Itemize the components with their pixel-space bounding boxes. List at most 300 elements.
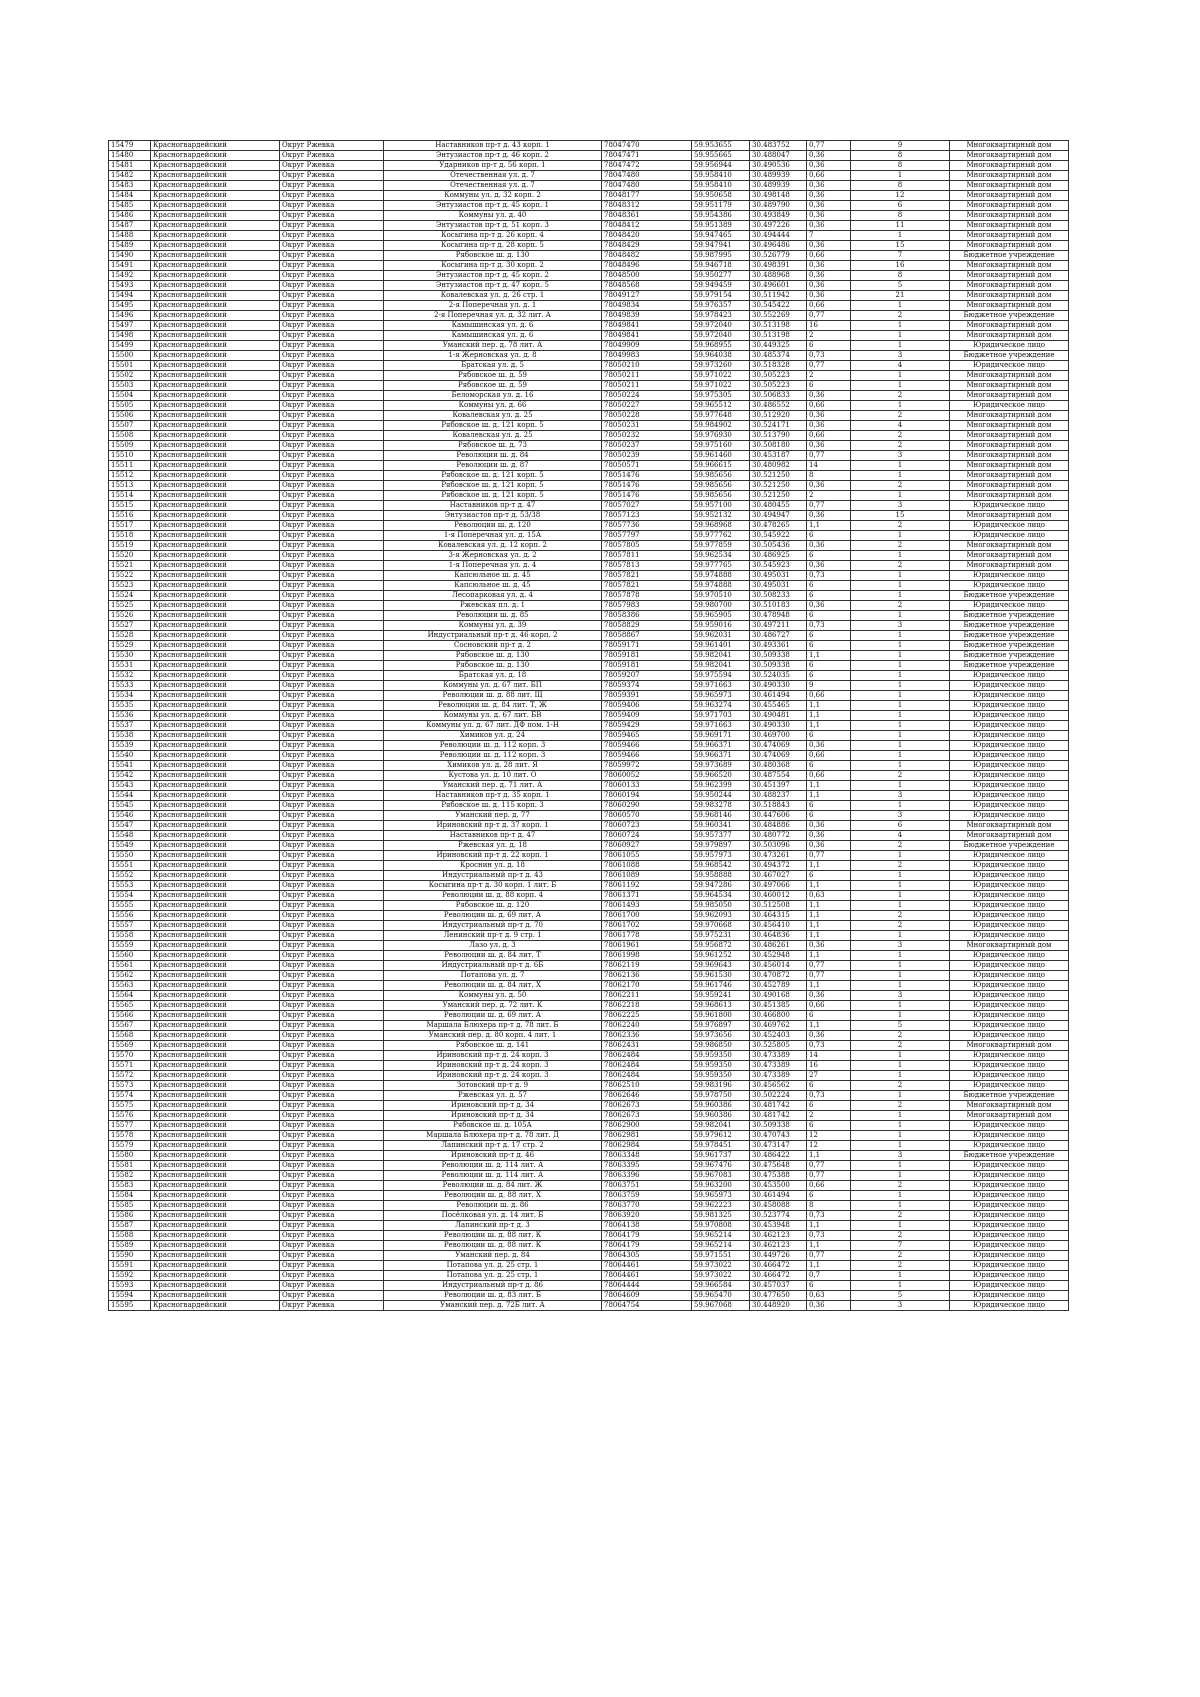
municipality-cell: Округ Ржевка [280, 361, 384, 371]
longitude-cell: 30.505436 [750, 541, 807, 551]
object-code-cell: 78050210 [602, 361, 692, 371]
row-number-cell: 15564 [109, 991, 151, 1001]
volume-cell: 6 [807, 611, 851, 621]
consumer-type-cell: Юридическое лицо [950, 1231, 1069, 1241]
municipality-cell: Округ Ржевка [280, 941, 384, 951]
volume-cell: 0,36 [807, 151, 851, 161]
municipality-cell: Округ Ржевка [280, 471, 384, 481]
count-cell: 15 [851, 511, 950, 521]
row-number-cell: 15540 [109, 751, 151, 761]
address-cell: Камышинская ул. д. 6 [384, 331, 602, 341]
district-cell: Красногвардейский [151, 231, 280, 241]
district-cell: Красногвардейский [151, 431, 280, 441]
address-cell: Беломорская ул. д. 16 [384, 391, 602, 401]
volume-cell: 0,36 [807, 161, 851, 171]
table-row [109, 331, 1069, 341]
count-cell: 8 [851, 161, 950, 171]
count-cell: 15 [851, 241, 950, 251]
address-cell: Рябовское ш. д. 130 [384, 251, 602, 261]
address-cell: Ржевская пл. д. 1 [384, 601, 602, 611]
district-cell: Красногвардейский [151, 611, 280, 621]
district-cell: Красногвардейский [151, 1051, 280, 1061]
consumer-type-cell: Бюджетное учреждение [950, 651, 1069, 661]
object-code-cell: 78061961 [602, 941, 692, 951]
object-code-cell: 78050211 [602, 381, 692, 391]
volume-cell: 0,73 [807, 621, 851, 631]
latitude-cell: 59.962093 [692, 911, 750, 921]
object-code-cell: 78048420 [602, 231, 692, 241]
row-number-cell: 15541 [109, 761, 151, 771]
row-number-cell: 15572 [109, 1071, 151, 1081]
count-cell: 6 [851, 201, 950, 211]
table-row [109, 1121, 1069, 1131]
consumer-type-cell: Многоквартирный дом [950, 1111, 1069, 1121]
municipality-cell: Округ Ржевка [280, 771, 384, 781]
row-number-cell: 15512 [109, 471, 151, 481]
address-cell: Посёлковая ул. д. 14 лит. Б [384, 1211, 602, 1221]
district-cell: Красногвардейский [151, 761, 280, 771]
row-number-cell: 15495 [109, 301, 151, 311]
longitude-cell: 30.489939 [750, 171, 807, 181]
object-code-cell: 78049841 [602, 321, 692, 331]
volume-cell: 2 [807, 491, 851, 501]
district-cell: Красногвардейский [151, 471, 280, 481]
district-cell: Красногвардейский [151, 281, 280, 291]
consumer-type-cell: Многоквартирный дом [950, 281, 1069, 291]
row-number-cell: 15536 [109, 711, 151, 721]
row-number-cell: 15515 [109, 501, 151, 511]
latitude-cell: 59.977762 [692, 531, 750, 541]
row-number-cell: 15513 [109, 481, 151, 491]
row-number-cell: 15581 [109, 1161, 151, 1171]
longitude-cell: 30.453187 [750, 451, 807, 461]
object-code-cell: 78050211 [602, 371, 692, 381]
table-row [109, 1051, 1069, 1061]
longitude-cell: 30.490536 [750, 161, 807, 171]
address-cell: Рябовское ш. д. 130 [384, 651, 602, 661]
municipality-cell: Округ Ржевка [280, 531, 384, 541]
table-row [109, 971, 1069, 981]
row-number-cell: 15595 [109, 1301, 151, 1311]
district-cell: Красногвардейский [151, 1301, 280, 1311]
count-cell: 1 [851, 471, 950, 481]
consumer-type-cell: Юридическое лицо [950, 681, 1069, 691]
address-cell: Революции ш. д. 114 лит. А [384, 1171, 602, 1181]
count-cell: 1 [851, 691, 950, 701]
table-row [109, 661, 1069, 671]
latitude-cell: 59.961252 [692, 951, 750, 961]
volume-cell: 0,36 [807, 831, 851, 841]
latitude-cell: 59.979897 [692, 841, 750, 851]
row-number-cell: 15557 [109, 921, 151, 931]
volume-cell: 0,36 [807, 191, 851, 201]
consumer-type-cell: Многоквартирный дом [950, 941, 1069, 951]
table-row [109, 281, 1069, 291]
object-code-cell: 78059406 [602, 701, 692, 711]
longitude-cell: 30.496486 [750, 241, 807, 251]
district-cell: Красногвардейский [151, 1121, 280, 1131]
consumer-type-cell: Юридическое лицо [950, 1001, 1069, 1011]
longitude-cell: 30.488237 [750, 791, 807, 801]
object-code-cell: 78049127 [602, 291, 692, 301]
object-code-cell: 78060290 [602, 801, 692, 811]
consumer-type-cell: Многоквартирный дом [950, 151, 1069, 161]
address-cell: Энтузиастов пр-т д. 45 корп. 1 [384, 201, 602, 211]
volume-cell: 0,36 [807, 541, 851, 551]
longitude-cell: 30.461494 [750, 691, 807, 701]
count-cell: 2 [851, 921, 950, 931]
municipality-cell: Округ Ржевка [280, 1181, 384, 1191]
row-number-cell: 15565 [109, 1001, 151, 1011]
object-code-cell: 78062336 [602, 1031, 692, 1041]
municipality-cell: Округ Ржевка [280, 801, 384, 811]
consumer-type-cell: Юридическое лицо [950, 401, 1069, 411]
row-number-cell: 15580 [109, 1151, 151, 1161]
longitude-cell: 30.490168 [750, 991, 807, 1001]
longitude-cell: 30.524171 [750, 421, 807, 431]
object-code-cell: 78048482 [602, 251, 692, 261]
registry-table-body [109, 141, 1069, 1311]
table-row [109, 571, 1069, 581]
volume-cell: 6 [807, 531, 851, 541]
object-code-cell: 78059171 [602, 641, 692, 651]
district-cell: Красногвардейский [151, 181, 280, 191]
longitude-cell: 30.473389 [750, 1061, 807, 1071]
latitude-cell: 59.979154 [692, 291, 750, 301]
district-cell: Красногвардейский [151, 1001, 280, 1011]
latitude-cell: 59.974888 [692, 581, 750, 591]
volume-cell: 1,1 [807, 1221, 851, 1231]
object-code-cell: 78059409 [602, 711, 692, 721]
volume-cell: 7 [807, 231, 851, 241]
longitude-cell: 30.480982 [750, 461, 807, 471]
latitude-cell: 59.959350 [692, 1061, 750, 1071]
object-code-cell: 78050228 [602, 411, 692, 421]
latitude-cell: 59.967476 [692, 1161, 750, 1171]
longitude-cell: 30.467027 [750, 871, 807, 881]
table-row [109, 1281, 1069, 1291]
district-cell: Красногвардейский [151, 161, 280, 171]
longitude-cell: 30.448920 [750, 1301, 807, 1311]
municipality-cell: Округ Ржевка [280, 721, 384, 731]
volume-cell: 6 [807, 591, 851, 601]
row-number-cell: 15587 [109, 1221, 151, 1231]
district-cell: Красногвардейский [151, 301, 280, 311]
municipality-cell: Округ Ржевка [280, 891, 384, 901]
address-cell: Ириновский пр-т д. 37 корп. 1 [384, 821, 602, 831]
latitude-cell: 59.961737 [692, 1151, 750, 1161]
object-code-cell: 78051476 [602, 491, 692, 501]
address-cell: Энтузиастов пр-т д. 47 корп. 5 [384, 281, 602, 291]
municipality-cell: Округ Ржевка [280, 161, 384, 171]
district-cell: Красногвардейский [151, 271, 280, 281]
object-code-cell: 78061493 [602, 901, 692, 911]
count-cell: 1 [851, 371, 950, 381]
district-cell: Красногвардейский [151, 1071, 280, 1081]
latitude-cell: 59.963200 [692, 1181, 750, 1191]
district-cell: Красногвардейский [151, 911, 280, 921]
count-cell: 3 [851, 501, 950, 511]
latitude-cell: 59.976357 [692, 301, 750, 311]
municipality-cell: Округ Ржевка [280, 821, 384, 831]
object-code-cell: 78062211 [602, 991, 692, 1001]
district-cell: Красногвардейский [151, 821, 280, 831]
district-cell: Красногвардейский [151, 1091, 280, 1101]
district-cell: Красногвардейский [151, 1191, 280, 1201]
row-number-cell: 15558 [109, 931, 151, 941]
consumer-type-cell: Многоквартирный дом [950, 141, 1069, 151]
count-cell: 1 [851, 731, 950, 741]
table-row [109, 1181, 1069, 1191]
table-row [109, 641, 1069, 651]
row-number-cell: 15516 [109, 511, 151, 521]
volume-cell: 6 [807, 581, 851, 591]
latitude-cell: 59.980700 [692, 601, 750, 611]
district-cell: Красногвардейский [151, 691, 280, 701]
address-cell: Рябовское ш. д. 121 корп. 5 [384, 491, 602, 501]
latitude-cell: 59.952132 [692, 511, 750, 521]
address-cell: Ковалевская ул. д. 25 [384, 411, 602, 421]
latitude-cell: 59.953655 [692, 141, 750, 151]
district-cell: Красногвардейский [151, 661, 280, 671]
address-cell: Коммуны ул. д. 66 [384, 401, 602, 411]
row-number-cell: 15546 [109, 811, 151, 821]
consumer-type-cell: Многоквартирный дом [950, 161, 1069, 171]
latitude-cell: 59.951389 [692, 221, 750, 231]
row-number-cell: 15549 [109, 841, 151, 851]
consumer-type-cell: Юридическое лицо [950, 861, 1069, 871]
municipality-cell: Округ Ржевка [280, 1201, 384, 1211]
address-cell: 3-я Жерновская ул. д. 2 [384, 551, 602, 561]
object-code-cell: 78062673 [602, 1101, 692, 1111]
count-cell: 7 [851, 1241, 950, 1251]
district-cell: Красногвардейский [151, 921, 280, 931]
count-cell: 1 [851, 661, 950, 671]
volume-cell: 6 [807, 1281, 851, 1291]
consumer-type-cell: Многоквартирный дом [950, 381, 1069, 391]
latitude-cell: 59.947286 [692, 881, 750, 891]
row-number-cell: 15563 [109, 981, 151, 991]
table-row [109, 471, 1069, 481]
table-row [109, 601, 1069, 611]
district-cell: Красногвардейский [151, 191, 280, 201]
count-cell: 16 [851, 261, 950, 271]
address-cell: Революции ш. д. 84 [384, 451, 602, 461]
volume-cell: 0,36 [807, 841, 851, 851]
district-cell: Красногвардейский [151, 631, 280, 641]
consumer-type-cell: Юридическое лицо [950, 961, 1069, 971]
row-number-cell: 15492 [109, 271, 151, 281]
municipality-cell: Округ Ржевка [280, 551, 384, 561]
longitude-cell: 30.511942 [750, 291, 807, 301]
municipality-cell: Округ Ржевка [280, 671, 384, 681]
latitude-cell: 59.971022 [692, 371, 750, 381]
longitude-cell: 30.464836 [750, 931, 807, 941]
district-cell: Красногвардейский [151, 931, 280, 941]
latitude-cell: 59.972040 [692, 331, 750, 341]
address-cell: Энтузиастов пр-т д. 45 корп. 2 [384, 271, 602, 281]
volume-cell: 0,63 [807, 1291, 851, 1301]
count-cell: 1 [851, 1061, 950, 1071]
address-cell: 2-я Поперечная ул. д. 32 лит. А [384, 311, 602, 321]
volume-cell: 1,1 [807, 781, 851, 791]
longitude-cell: 30.455465 [750, 701, 807, 711]
count-cell: 2 [851, 1081, 950, 1091]
table-row [109, 311, 1069, 321]
volume-cell: 0,77 [807, 851, 851, 861]
longitude-cell: 30.470743 [750, 1131, 807, 1141]
object-code-cell: 78048500 [602, 271, 692, 281]
municipality-cell: Округ Ржевка [280, 211, 384, 221]
object-code-cell: 78057027 [602, 501, 692, 511]
municipality-cell: Округ Ржевка [280, 1161, 384, 1171]
object-code-cell: 78062119 [602, 961, 692, 971]
count-cell: 1 [851, 571, 950, 581]
count-cell: 1 [851, 961, 950, 971]
count-cell: 2 [851, 1041, 950, 1051]
district-cell: Красногвардейский [151, 701, 280, 711]
municipality-cell: Округ Ржевка [280, 421, 384, 431]
table-row [109, 941, 1069, 951]
consumer-type-cell: Юридическое лицо [950, 751, 1069, 761]
longitude-cell: 30.466472 [750, 1271, 807, 1281]
district-cell: Красногвардейский [151, 1281, 280, 1291]
latitude-cell: 59.960386 [692, 1101, 750, 1111]
consumer-type-cell: Юридическое лицо [950, 1121, 1069, 1131]
consumer-type-cell: Юридическое лицо [950, 911, 1069, 921]
district-cell: Красногвардейский [151, 831, 280, 841]
table-row [109, 401, 1069, 411]
count-cell: 2 [851, 1251, 950, 1261]
count-cell: 1 [851, 1281, 950, 1291]
count-cell: 1 [851, 1271, 950, 1281]
municipality-cell: Округ Ржевка [280, 1191, 384, 1201]
address-cell: Уманский пер. д. 80 корп. 4 лит. 1 [384, 1031, 602, 1041]
count-cell: 1 [851, 611, 950, 621]
district-cell: Красногвардейский [151, 381, 280, 391]
address-cell: Революции ш. д. 84 лит. Х [384, 981, 602, 991]
longitude-cell: 30.483752 [750, 141, 807, 151]
volume-cell: 0,36 [807, 741, 851, 751]
address-cell: Революции ш. д. 87 [384, 461, 602, 471]
municipality-cell: Округ Ржевка [280, 351, 384, 361]
consumer-type-cell: Многоквартирный дом [950, 391, 1069, 401]
volume-cell: 0,73 [807, 571, 851, 581]
latitude-cell: 59.971022 [692, 381, 750, 391]
object-code-cell: 78048412 [602, 221, 692, 231]
volume-cell: 6 [807, 811, 851, 821]
address-cell: Наставников пр-т д. 47 [384, 831, 602, 841]
table-row [109, 961, 1069, 971]
municipality-cell: Округ Ржевка [280, 981, 384, 991]
object-code-cell: 78061055 [602, 851, 692, 861]
address-cell: Энтузиастов пр-т д. 53/38 [384, 511, 602, 521]
consumer-type-cell: Многоквартирный дом [950, 431, 1069, 441]
latitude-cell: 59.965214 [692, 1241, 750, 1251]
count-cell: 2 [851, 1261, 950, 1271]
municipality-cell: Округ Ржевка [280, 631, 384, 641]
district-cell: Красногвардейский [151, 311, 280, 321]
consumer-type-cell: Юридическое лицо [950, 711, 1069, 721]
count-cell: 1 [851, 1171, 950, 1181]
object-code-cell: 78060194 [602, 791, 692, 801]
volume-cell: 6 [807, 631, 851, 641]
object-code-cell: 78057983 [602, 601, 692, 611]
latitude-cell: 59.965470 [692, 1291, 750, 1301]
count-cell: 1 [851, 881, 950, 891]
object-code-cell: 78061700 [602, 911, 692, 921]
latitude-cell: 59.985656 [692, 491, 750, 501]
latitude-cell: 59.947941 [692, 241, 750, 251]
municipality-cell: Округ Ржевка [280, 581, 384, 591]
municipality-cell: Округ Ржевка [280, 1171, 384, 1181]
count-cell: 2 [851, 481, 950, 491]
table-row [109, 151, 1069, 161]
latitude-cell: 59.967068 [692, 1301, 750, 1311]
row-number-cell: 15544 [109, 791, 151, 801]
table-row [109, 1001, 1069, 1011]
row-number-cell: 15524 [109, 591, 151, 601]
longitude-cell: 30.521250 [750, 481, 807, 491]
table-row [109, 841, 1069, 851]
latitude-cell: 59.966615 [692, 461, 750, 471]
row-number-cell: 15533 [109, 681, 151, 691]
table-row [109, 681, 1069, 691]
address-cell: Братская ул. д. 5 [384, 361, 602, 371]
count-cell: 1 [851, 551, 950, 561]
row-number-cell: 15551 [109, 861, 151, 871]
longitude-cell: 30.473147 [750, 1141, 807, 1151]
municipality-cell: Округ Ржевка [280, 751, 384, 761]
object-code-cell: 78061192 [602, 881, 692, 891]
table-row [109, 861, 1069, 871]
district-cell: Красногвардейский [151, 1221, 280, 1231]
object-code-cell: 78062240 [602, 1021, 692, 1031]
table-row [109, 911, 1069, 921]
district-cell: Красногвардейский [151, 851, 280, 861]
longitude-cell: 30.469700 [750, 731, 807, 741]
consumer-type-cell: Многоквартирный дом [950, 331, 1069, 341]
consumer-type-cell: Юридическое лицо [950, 1081, 1069, 1091]
count-cell: 1 [851, 851, 950, 861]
count-cell: 1 [851, 711, 950, 721]
object-code-cell: 78051476 [602, 481, 692, 491]
district-cell: Красногвардейский [151, 451, 280, 461]
longitude-cell: 30.486925 [750, 551, 807, 561]
table-row [109, 441, 1069, 451]
consumer-type-cell: Многоквартирный дом [950, 201, 1069, 211]
table-row [109, 361, 1069, 371]
district-cell: Красногвардейский [151, 291, 280, 301]
consumer-type-cell: Юридическое лицо [950, 801, 1069, 811]
row-number-cell: 15547 [109, 821, 151, 831]
longitude-cell: 30.485374 [750, 351, 807, 361]
object-code-cell: 78062484 [602, 1051, 692, 1061]
object-code-cell: 78059465 [602, 731, 692, 741]
longitude-cell: 30.513198 [750, 331, 807, 341]
consumer-type-cell: Юридическое лицо [950, 1301, 1069, 1311]
consumer-type-cell: Бюджетное учреждение [950, 1091, 1069, 1101]
table-row [109, 1211, 1069, 1221]
object-code-cell: 78058829 [602, 621, 692, 631]
table-row [109, 1301, 1069, 1311]
longitude-cell: 30.490481 [750, 711, 807, 721]
municipality-cell: Округ Ржевка [280, 501, 384, 511]
district-cell: Красногвардейский [151, 361, 280, 371]
address-cell: Революции ш. д. 69 лит. А [384, 1011, 602, 1021]
object-code-cell: 78060927 [602, 841, 692, 851]
longitude-cell: 30.503096 [750, 841, 807, 851]
